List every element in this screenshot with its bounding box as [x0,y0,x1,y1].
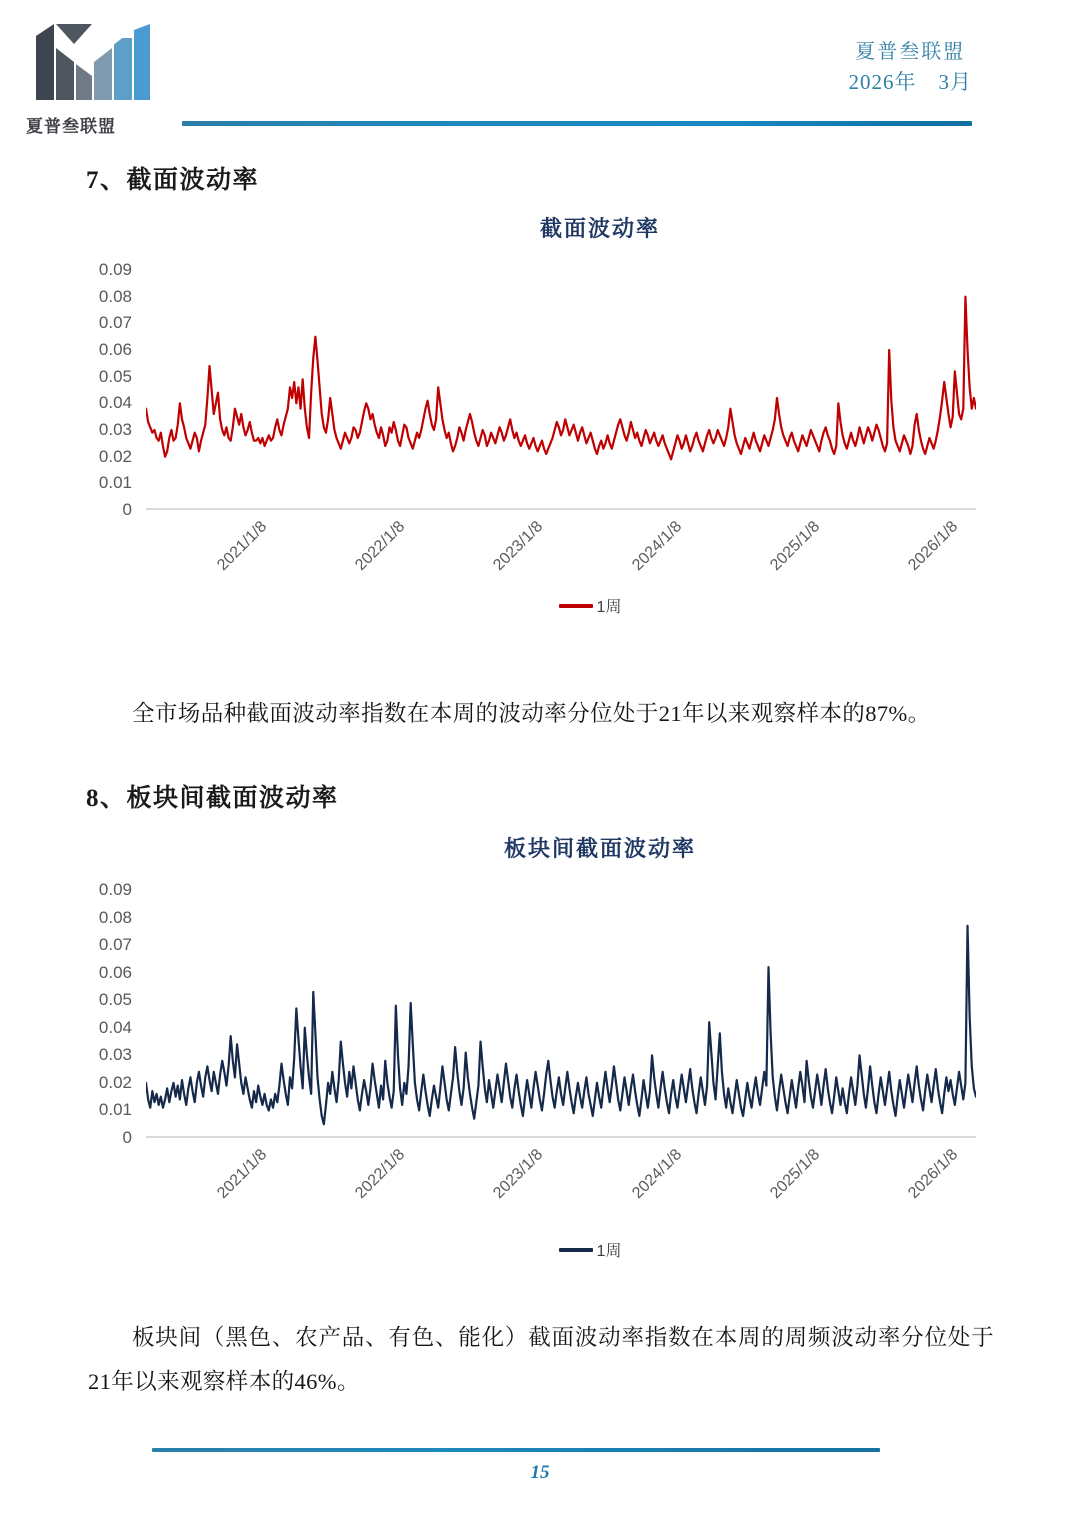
logo-caption: 夏普叁联盟 [26,117,116,136]
x-axis-tick: 2026/1/8 [905,1146,962,1203]
y-axis-tick: 0.07 [98,313,132,333]
y-axis-tick: 0.09 [98,880,132,899]
page-header [0,0,1080,140]
chart-plot-area [146,890,976,1138]
header-date: 2026年 3月 [848,70,972,94]
header-org-name: 夏普叁联盟 [855,41,966,63]
y-axis-tick: 0.05 [98,366,132,386]
x-axis-tick: 2024/1/8 [629,1146,686,1203]
y-axis-tick: 0.03 [98,419,132,439]
chart-cross-sectional-volatility [70,212,1010,632]
chart-x-axis-labels [146,512,976,582]
chart-legend [70,1238,1060,1261]
y-axis-tick: 0.03 [98,1045,132,1065]
chart-series-svg [146,270,976,510]
y-axis-tick: 0.04 [98,393,132,413]
chart-x-axis-line [146,1136,976,1138]
x-axis-tick: 2022/1/8 [352,1146,409,1203]
chart-x-axis-labels [146,1140,976,1210]
legend-label: 1周 [596,1243,622,1260]
paragraph-section-7: 全市场品种截面波动率指数在本周的波动率分位处于21年以来观察样本的87%。 [132,701,931,726]
x-axis-tick: 2025/1/8 [767,1146,824,1203]
y-axis-tick: 0.08 [98,286,132,306]
section-heading-7: 7、截面波动率 [86,167,260,194]
y-axis-tick: 0.01 [98,473,132,493]
x-axis-tick: 2023/1/8 [490,518,547,575]
x-axis-tick: 2022/1/8 [352,518,409,575]
brand-logo [22,18,152,138]
x-axis-tick: 2026/1/8 [905,518,962,575]
header-meta [849,38,973,97]
y-axis-tick: 0.07 [98,935,132,955]
section-heading-8: 8、板块间截面波动率 [86,785,339,812]
chart-title: 板块间截面波动率 [503,836,696,861]
logo-mark-icon [30,18,150,106]
y-axis-tick: 0 [122,500,132,519]
y-axis-tick: 0.02 [98,1072,132,1092]
legend-swatch-icon [559,1248,593,1252]
legend-swatch-icon [559,604,593,608]
x-axis-tick: 2025/1/8 [767,518,824,575]
chart-legend [70,594,1060,617]
x-axis-tick: 2024/1/8 [629,518,686,575]
legend-label: 1周 [596,599,622,616]
paragraph-section-8: 板块间（黑色、农产品、有色、能化）截面波动率指数在本周的周频波动率分位处于21年以来观察样本的46%。 [88,1325,994,1394]
chart-plot-area [146,270,976,510]
footer-divider [152,1448,880,1452]
x-axis-tick: 2021/1/8 [214,1146,271,1203]
page-number: 15 [530,1462,550,1483]
chart-y-axis-labels [70,880,132,1147]
x-axis-tick: 2023/1/8 [490,1146,547,1203]
chart-inter-sector-volatility [70,832,1010,1282]
chart-x-axis-line [146,508,976,510]
y-axis-tick: 0.06 [98,339,132,359]
x-axis-tick: 2021/1/8 [214,518,271,575]
series-path-0 [146,926,976,1124]
chart-y-axis-labels [70,260,132,519]
y-axis-tick: 0.01 [98,1100,132,1120]
header-divider [182,121,972,126]
y-axis-tick: 0.02 [98,446,132,466]
y-axis-tick: 0.08 [98,907,132,927]
y-axis-tick: 0.06 [98,962,132,982]
y-axis-tick: 0 [122,1128,132,1147]
y-axis-tick: 0.04 [98,1017,132,1037]
y-axis-tick: 0.09 [98,260,132,279]
series-path-0 [146,297,976,460]
chart-series-svg [146,890,976,1138]
chart-title: 截面波动率 [539,216,660,241]
y-axis-tick: 0.05 [98,990,132,1010]
